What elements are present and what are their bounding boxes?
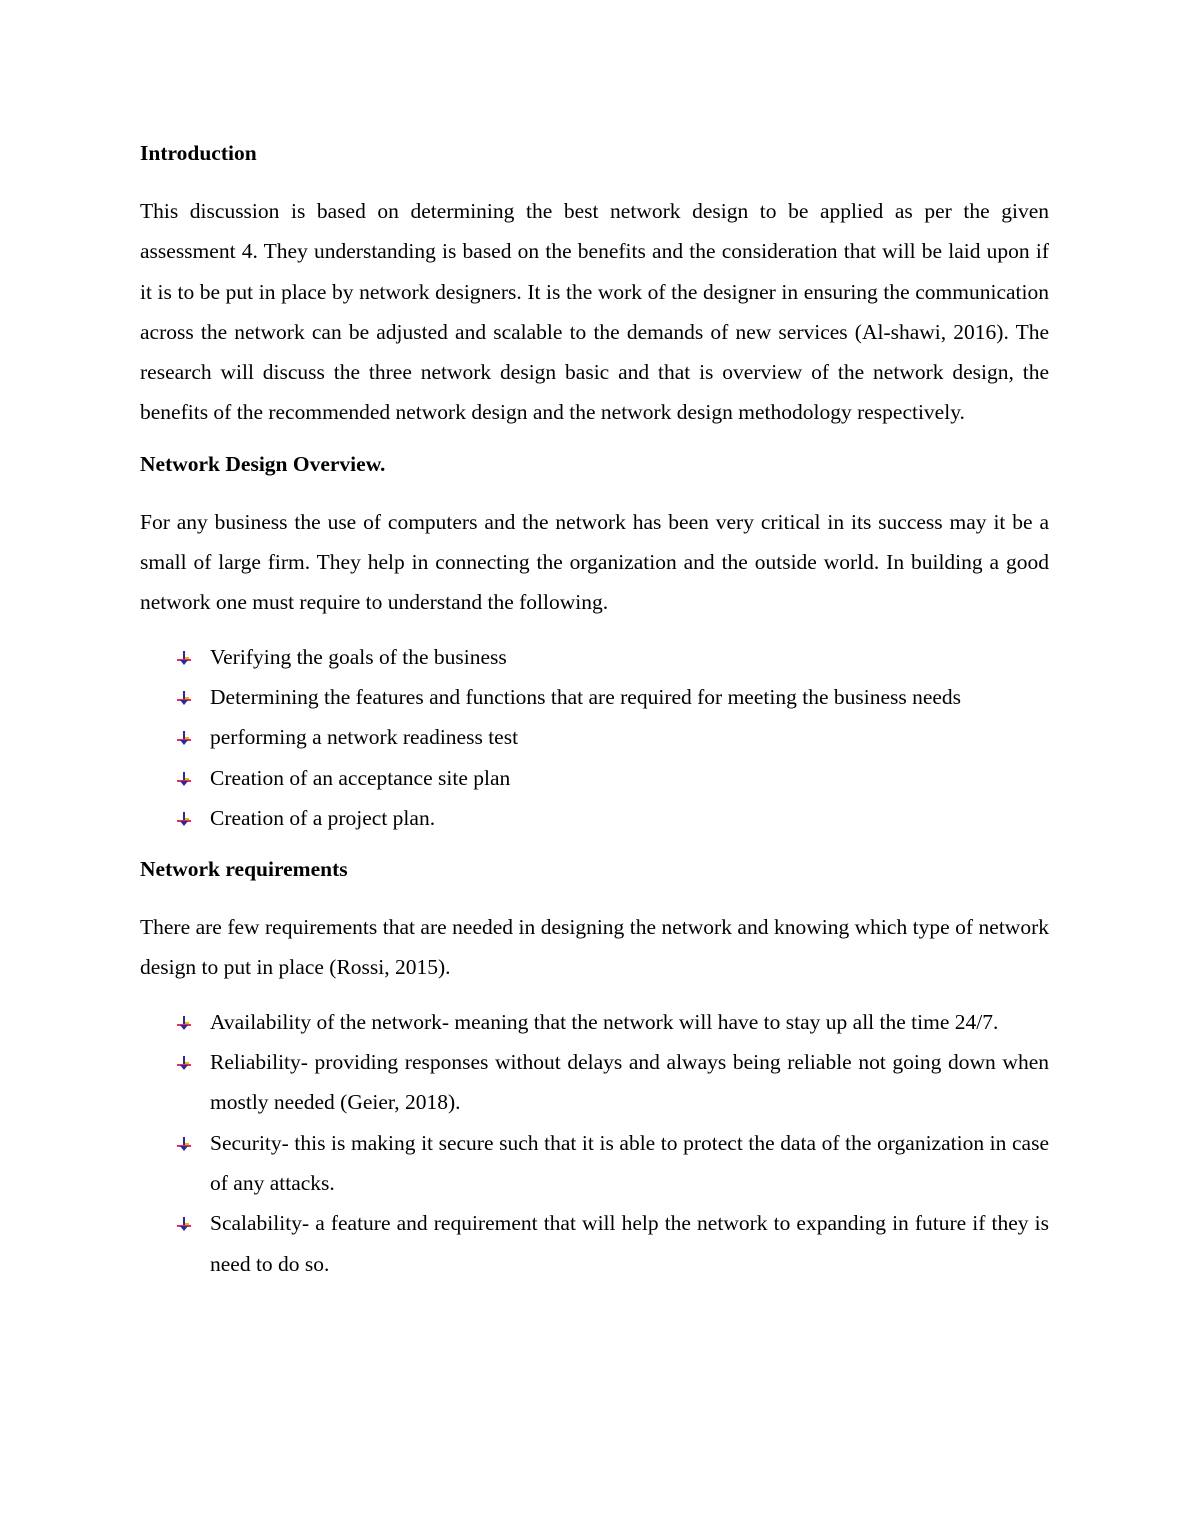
arrow-down-bullet-icon (176, 690, 192, 706)
list-item (140, 677, 1049, 717)
arrow-down-bullet-icon (176, 1216, 192, 1232)
heading-network-requirements: Network requirements (140, 857, 348, 882)
document-page (140, 136, 1049, 1298)
list-item (140, 1203, 1049, 1284)
heading-introduction: Introduction (140, 141, 257, 165)
list-item (140, 1002, 1049, 1042)
paragraph-network-requirements: There are few requirements that are needed in designing the network and knowing which type of network design to put in place (Rossi, 2015). (140, 915, 1049, 980)
list-item-text: performing a network readiness test (210, 725, 519, 750)
paragraph-network-design-overview: For any business the use of computers and the network has been very critical in its success may it be a small of large firm. They help in connecting the organization and the outside world. In building a good network one must require to understand the following. (140, 509, 1049, 615)
arrow-down-bullet-icon (176, 771, 192, 787)
list-item (140, 758, 1049, 798)
arrow-down-bullet-icon (176, 811, 192, 827)
list-item (140, 637, 1049, 677)
list-item (140, 798, 1049, 838)
list-item-text: Availability of the network- meaning that the network will have to stay up all the time 24/7. (210, 1009, 999, 1034)
heading-network-design-overview: Network Design Overview. (140, 451, 386, 476)
arrow-down-bullet-icon (176, 1055, 192, 1071)
bullet-list-design-steps (140, 637, 1049, 838)
arrow-down-bullet-icon (176, 1015, 192, 1031)
list-item-text: Determining the features and functions that are required for meeting the business needs (210, 684, 962, 709)
list-item-text: Creation of an acceptance site plan (210, 765, 511, 790)
list-item (140, 717, 1049, 757)
arrow-down-bullet-icon (176, 1136, 192, 1152)
bullet-list-requirements (140, 1002, 1049, 1284)
list-item-text: Security- this is making it secure such that it is able to protect the data of the organization in case of any attacks. (210, 1130, 1049, 1195)
arrow-down-bullet-icon (176, 730, 192, 746)
list-item-text: Creation of a project plan. (210, 805, 436, 830)
list-item-text: Verifying the goals of the business (210, 644, 507, 669)
list-item (140, 1042, 1049, 1123)
paragraph-introduction: This discussion is based on determining the best network design to be applied as per the given assessment 4. They understanding is based on the benefits and the consideration that will be laid upon if it is to be put in place by network designers. It is the work of the designer in ensuring the communication across the network can be adjusted and scalable to the demands of new services (Al-shawi, 2016). The research will discuss the three network design basic and that is overview of the network design, the benefits of the recommended network design and the network design methodology respectively. (140, 199, 1049, 425)
list-item (140, 1123, 1049, 1204)
list-item-text: Scalability- a feature and requirement that will help the network to expanding in future if they is need to do so. (210, 1211, 1049, 1276)
arrow-down-bullet-icon (176, 650, 192, 666)
list-item-text: Reliability- providing responses without delays and always being reliable not going down when mostly needed (Geier, 2018). (210, 1050, 1049, 1115)
